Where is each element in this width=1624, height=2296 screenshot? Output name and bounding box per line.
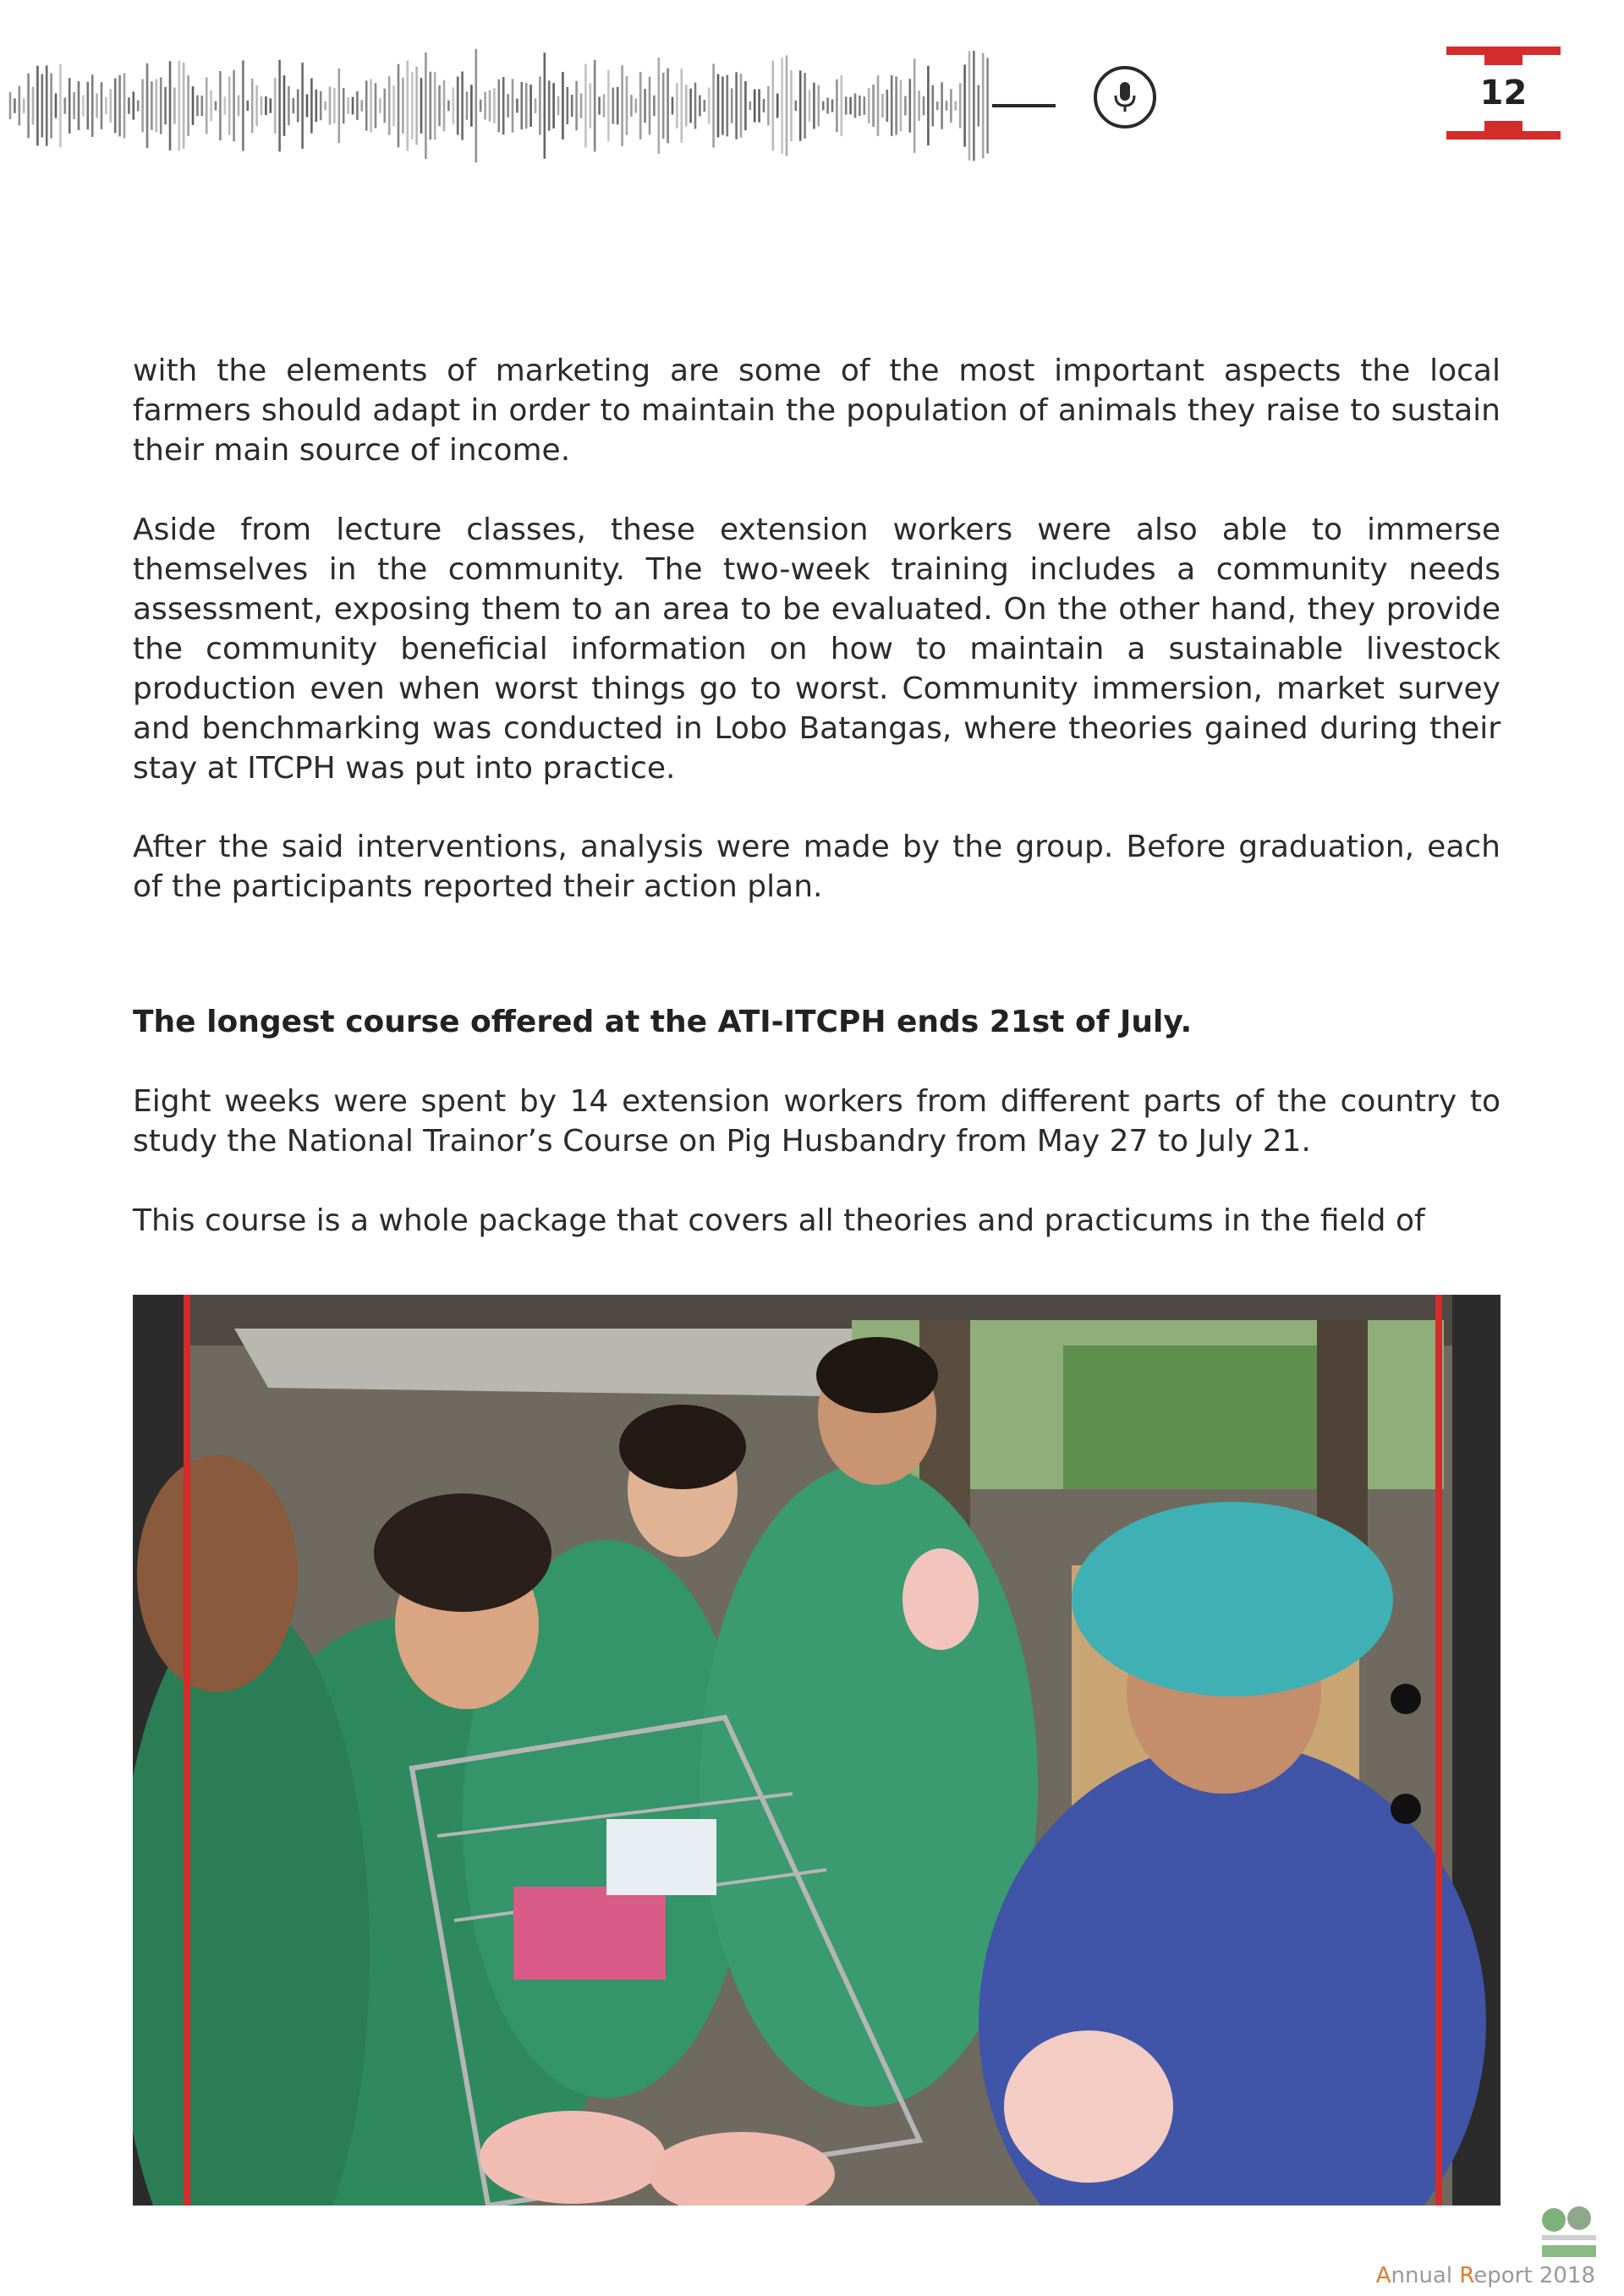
paragraph-3: After the said interventions, analysis were made by the group. Before graduation, each of the participants reported their action plan. [133,830,1501,904]
paragraph-2: Aside from lecture classes, these extension workers were also able to immerse themselves in the community. The two-week training includes a community needs assessment, exposing them to an area to be evaluated. On the other hand, they provide the community beneficial information on how to maintain a sustainable livestock production even when worst things go to worst. Community immersion, market survey and benchmarking was conducted in Lobo Batangas, where theories gained during their stay at ITCPH was put into practice. [133,512,1501,786]
page-number: 12 [1479,74,1528,112]
training-photo [133,1295,1501,2206]
microphone-icon [1094,66,1156,129]
section-heading: The longest course offered at the ATI-ITCPH ends 21st of July. [133,1005,1193,1039]
audio-waveform-icon [7,34,1056,169]
annual-report-label: Annual Report 2018 [1375,2263,1595,2288]
ati-itcph-logo-icon [1535,2203,1603,2262]
paragraph-4: Eight weeks were spent by 14 extension workers from different parts of the country to study the National Trainor’s Course on Pig Husbandry from May 27 to July 21. [133,1084,1501,1159]
paragraph-1: with the elements of marketing are some of the most important aspects the local farmers should adapt in order to maintain the population of animals they raise to sustain their main source of income. [133,353,1501,468]
page-number-badge [1446,47,1561,140]
paragraph-5: This course is a whole package that covers all theories and practicums in the field of [133,1203,1425,1238]
